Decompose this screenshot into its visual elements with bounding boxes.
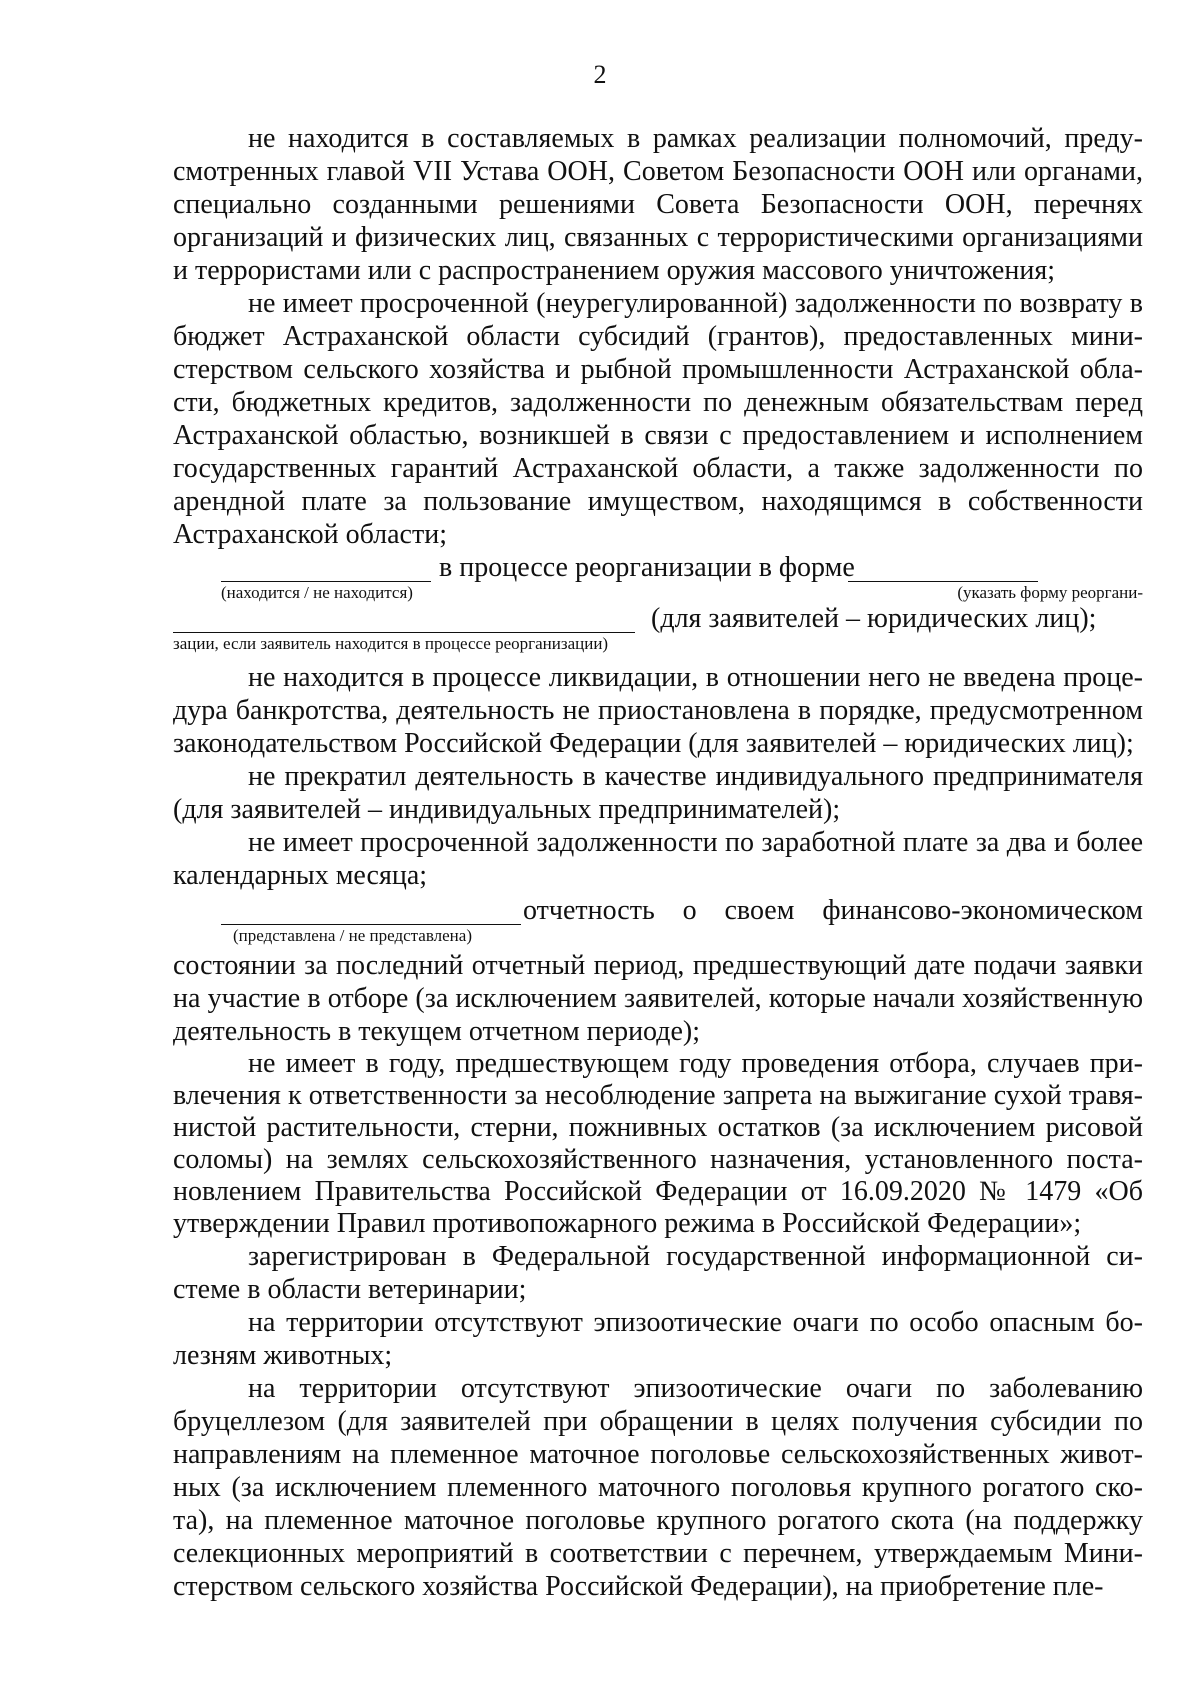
reorg-hint-row — [173, 584, 1143, 602]
paragraph-vet-registration: зарегистрирован в Федеральной государственной информационной системе в области ветеринарии; — [173, 1241, 1143, 1305]
reorg-hint-continuation-row — [173, 635, 1143, 661]
reorg-form-hint: (указать форму реоргани- — [957, 583, 1143, 602]
page-number: 2 — [593, 60, 607, 89]
paragraph-no-brucellosis-foci: на территории отсутствуют эпизоотические очаги по заболеванию бруцеллезом (для заявителей при обращении в целях получения субсидии по направлениям на племенное маточное поголовье сельскохозяйственных животных (за исключением племенного маточного поголовья крупного рогатого скота), на племенное маточное поголовье крупного рогатого скота (на поддержку селекционных мероприятий в соответствии с перечнем, утверждаемым Министерством сельского хозяйства Российской Федерации), на приобретение пле- — [173, 1373, 1143, 1602]
paragraph-un-lists: не находится в составляемых в рамках реализации полномочий, предусмотренных главой VII Устава ООН, Советом Безопасности ООН или органами, специально созданными решениями Совета Безопасности ООН, перечнях организаций и физических лиц, связанных с террористическими организациями и террористами или с распространением оружия массового уничтожения; — [173, 123, 1143, 286]
reorg-status-blank — [221, 555, 431, 582]
reorg-hint-continuation: зации, если заявитель находится в процессе реорганизации) — [173, 634, 609, 653]
paragraph-no-debt-budget: не имеет просроченной (неурегулированной) задолженности по возврату в бюджет Астраханской области субсидий (грантов), предоставленных министерством сельского хозяйства и рыбной промышленности Астраханской области, бюджетных кредитов, задолженности по денежным обязательствам перед Астраханской областью, возникшей в связи с предоставлением и исполнением государственных гарантий Астраханской области, а также задолженности по арендной плате за пользование имуществом, находящимся в собственности Астраханской области; — [173, 288, 1143, 550]
reorg-form-blank — [848, 555, 1038, 582]
paragraph-no-wage-debt: не имеет просроченной задолженности по заработной плате за два и более календарных месяца; — [173, 827, 1143, 891]
report-status-blank — [221, 898, 521, 925]
paragraph-no-liquidation: не находится в процессе ликвидации, в отношении него не введена процедура банкротства, деятельность не приостановлена в порядке, предусмотренном законодательством Российской Федерации (для заявителей – юридических лиц); — [173, 662, 1143, 759]
reorg-fill-row-2 — [173, 602, 1143, 635]
reorg-form-blank-continued — [173, 606, 635, 633]
report-fill-row — [173, 894, 1143, 927]
reorg-text: в процессе реорганизации в форме — [439, 552, 855, 583]
reorg-status-hint: (находится / не находится) — [221, 583, 413, 602]
report-status-hint: (представлена / не представлена) — [233, 926, 472, 945]
report-hint-row — [173, 927, 1143, 949]
document-body — [173, 122, 1143, 1603]
reorg-text-end: (для заявителей – юридических лиц); — [651, 603, 1097, 634]
paragraph-no-burning-violations: не имеет в году, предшествующем году проведения отбора, случаев привлечения к ответственности за несоблюдение запрета на выжигание сухой травянистой растительности, стерни, пожнивных остатков (за исключением рисовой соломы) на землях сельскохозяйственного назначения, установленного постановлением Правительства Российской Федерации от 16.09.2020 № 1479 «Об утверждении Правил противопожарного режима в Российской Федерации»; — [173, 1048, 1143, 1239]
paragraph-report-continuation: состоянии за последний отчетный период, предшествующий дате подачи заявки на участие в отборе (за исключением заявителей, которые начали хозяйственную деятельность в текущем отчетном периоде); — [173, 950, 1143, 1047]
paragraph-no-epizootic-foci: на территории отсутствуют эпизоотические очаги по особо опасным болезням животных; — [173, 1307, 1143, 1371]
paragraph-not-ceased: не прекратил деятельность в качестве индивидуального предпринимателя (для заявителей – индивидуальных предпринимателей); — [173, 761, 1143, 825]
report-text: отчетность о своем финансово-экономическом — [523, 895, 1143, 926]
reorg-fill-row — [173, 551, 1143, 584]
